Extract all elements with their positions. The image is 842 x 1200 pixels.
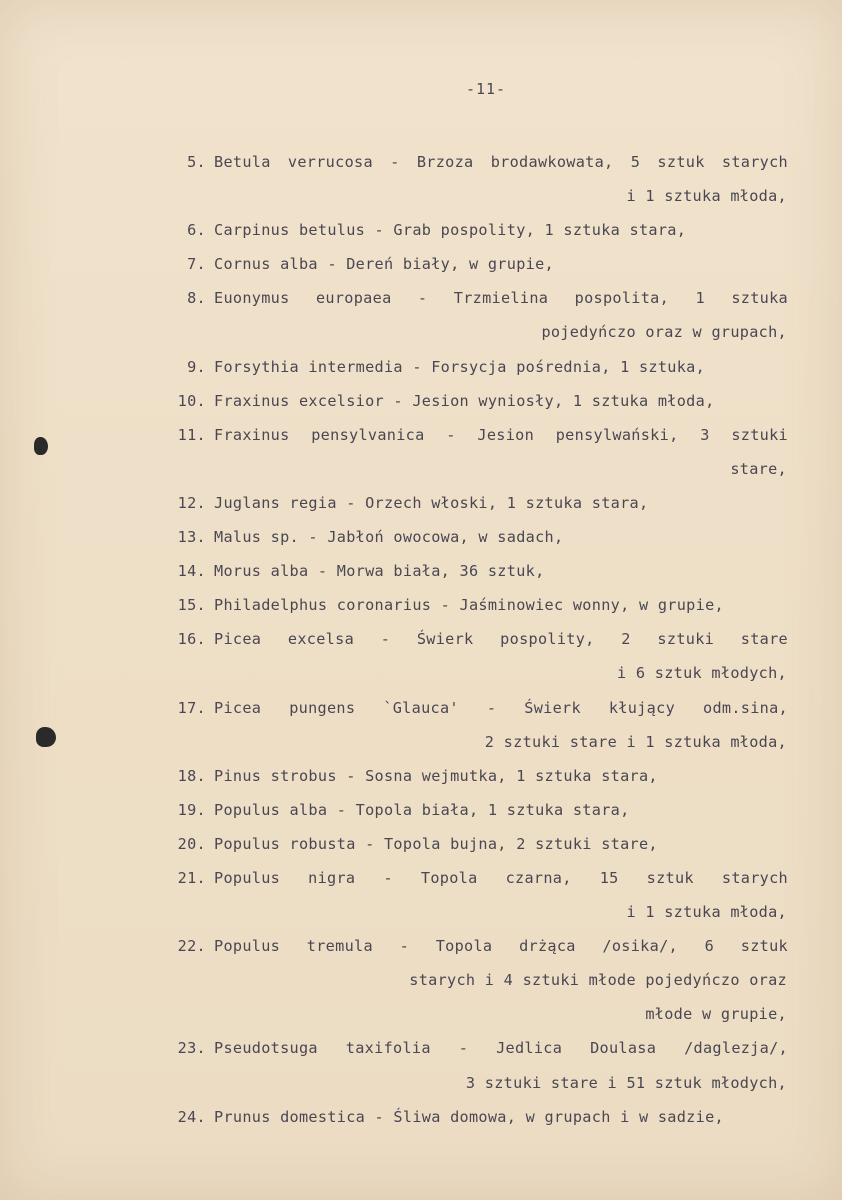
list-item-text: Picea pungens `Glauca' - Świerk kłujący odm.sina, <box>214 698 788 717</box>
list-item <box>0 150 842 184</box>
species-list <box>0 150 842 1139</box>
list-item-text: Morus alba - Morwa biała, 36 sztuk, <box>214 562 545 581</box>
list-item-continuation <box>0 457 842 491</box>
list-item <box>0 525 842 559</box>
list-item <box>0 764 842 798</box>
list-item-text: Populus robusta - Topola bujna, 2 sztuki stare, <box>214 834 658 853</box>
list-item <box>0 355 842 389</box>
list-item-text: Malus sp. - Jabłoń owocowa, w sadach, <box>214 528 564 547</box>
list-item-number: 9. <box>187 357 206 376</box>
list-item-continuation-text: młode w grupie, <box>645 1005 787 1024</box>
list-item <box>0 491 842 525</box>
list-item-number: 5. <box>187 153 206 171</box>
list-item-text: Pinus strobus - Sosna wejmutka, 1 sztuka stara, <box>214 766 658 785</box>
list-item-number: 20. <box>177 834 206 853</box>
list-item-continuation-text: 3 sztuki stare i 51 sztuk młodych, <box>465 1073 787 1092</box>
list-item-number: 18. <box>177 766 206 785</box>
list-item-number: 13. <box>177 528 206 547</box>
list-item-number: 8. <box>187 289 206 308</box>
list-item-number: 6. <box>187 221 206 240</box>
list-item <box>0 593 842 627</box>
list-item-text: Populus alba - Topola biała, 1 sztuka stara, <box>214 800 630 819</box>
list-item <box>0 423 842 457</box>
list-item <box>0 832 842 866</box>
list-item-text: Fraxinus pensylvanica - Jesion pensylwański, 3 sztuki <box>214 425 788 444</box>
list-item-continuation-text: i 6 sztuk młodych, <box>617 664 787 683</box>
list-item-number: 7. <box>187 255 206 274</box>
page-number: -11- <box>465 80 507 98</box>
list-item-continuation-text: pojedyńczo oraz w grupach, <box>541 323 787 342</box>
punch-hole-top <box>34 437 48 455</box>
list-item-continuation-text: i 1 sztuka młoda, <box>626 187 787 206</box>
list-item-continuation <box>0 320 842 354</box>
list-item-number: 14. <box>177 562 206 581</box>
list-item <box>0 252 842 286</box>
list-item-number: 24. <box>177 1107 206 1126</box>
list-item-continuation-text: 2 sztuki stare i 1 sztuka młoda, <box>484 732 787 751</box>
list-item-continuation-text: i 1 sztuka młoda, <box>626 903 787 922</box>
list-item-text: Fraxinus excelsior - Jesion wyniosły, 1 sztuka młoda, <box>214 391 715 410</box>
list-item-text: Betula verrucosa - Brzoza brodawkowata, 5 sztuk starych <box>214 153 788 171</box>
list-item-text: Forsythia intermedia - Forsycja pośrednia, 1 sztuka, <box>214 357 706 376</box>
list-item-text: Picea excelsa - Świerk pospolity, 2 sztuki stare <box>214 630 788 649</box>
list-item <box>0 286 842 320</box>
list-item-text: Juglans regia - Orzech włoski, 1 sztuka stara, <box>214 493 649 512</box>
list-item <box>0 1105 842 1139</box>
list-item-continuation-text: stare, <box>730 459 787 478</box>
list-item-number: 11. <box>177 425 206 444</box>
list-item-text: Cornus alba - Dereń biały, w grupie, <box>214 255 554 274</box>
list-item-continuation <box>0 1002 842 1036</box>
list-item-number: 22. <box>177 937 206 956</box>
list-item-continuation <box>0 968 842 1002</box>
list-item-continuation <box>0 184 842 218</box>
punch-hole-bottom <box>36 727 56 747</box>
list-item-number: 15. <box>177 596 206 615</box>
list-item-number: 10. <box>177 391 206 410</box>
list-item-number: 19. <box>177 800 206 819</box>
list-item-text: Euonymus europaea - Trzmielina pospolita, 1 sztuka <box>214 289 788 308</box>
list-item <box>0 218 842 252</box>
list-item-continuation <box>0 1071 842 1105</box>
list-item <box>0 1036 842 1070</box>
list-item <box>0 696 842 730</box>
list-item-number: 12. <box>177 493 206 512</box>
list-item-text: Philadelphus coronarius - Jaśminowiec wonny, w grupie, <box>214 596 724 615</box>
list-item-text: Prunus domestica - Śliwa domowa, w grupach i w sadzie, <box>214 1107 724 1126</box>
list-item <box>0 934 842 968</box>
list-item <box>0 627 842 661</box>
list-item-continuation <box>0 730 842 764</box>
list-item <box>0 389 842 423</box>
list-item-number: 23. <box>177 1039 206 1058</box>
list-item-number: 16. <box>177 630 206 649</box>
list-item-text: Carpinus betulus - Grab pospolity, 1 sztuka stara, <box>214 221 687 240</box>
list-item <box>0 866 842 900</box>
list-item-text: Pseudotsuga taxifolia - Jedlica Doulasa /daglezja/, <box>214 1039 788 1058</box>
list-item-number: 17. <box>177 698 206 717</box>
list-item <box>0 798 842 832</box>
list-item-text: Populus nigra - Topola czarna, 15 sztuk starych <box>214 868 788 887</box>
list-item-number: 21. <box>177 868 206 887</box>
list-item-continuation-text: starych i 4 sztuki młode pojedyńczo oraz <box>409 971 787 990</box>
list-item-continuation <box>0 661 842 695</box>
list-item-text: Populus tremula - Topola drżąca /osika/, 6 sztuk <box>214 937 788 956</box>
list-item <box>0 559 842 593</box>
list-item-continuation <box>0 900 842 934</box>
